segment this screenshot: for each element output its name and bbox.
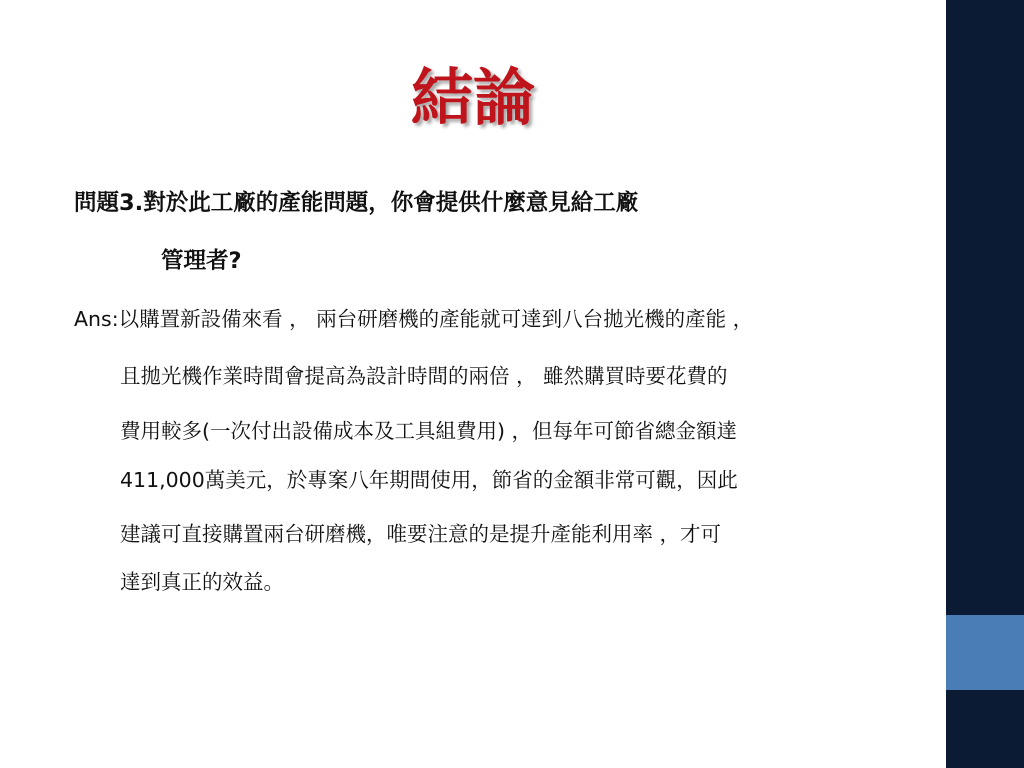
sidebar-accent-block [946, 615, 1024, 690]
answer-line-2: 且拋光機作業時間會提高為設計時間的兩倍 ， 雖然購買時要花費的 [120, 364, 728, 388]
answer-line-3: 費用較多(一次付出設備成本及工具組費用) ，但每年可節省總金額達 [120, 419, 738, 443]
answer-line-4: 411,000萬美元，於專案八年期間使用，節省的金額非常可觀，因此 [120, 468, 738, 492]
answer-line-1: Ans:以購置新設備來看 ， 兩台研磨機的產能就可達到八台拋光機的產能 ， [74, 307, 754, 331]
slide-title: 結論 [410, 61, 535, 134]
decorative-sidebar [946, 0, 1024, 768]
answer-line-6: 達到真正的效益。 [120, 570, 284, 594]
question-text: 問題3.對於此工廠的產能問題，你會提供什麼意見給工廠 [74, 190, 639, 216]
question-text-continued: 管理者? [161, 248, 242, 274]
answer-line-5: 建議可直接購置兩台研磨機，唯要注意的是提升產能利用率 ，才可 [120, 522, 722, 546]
